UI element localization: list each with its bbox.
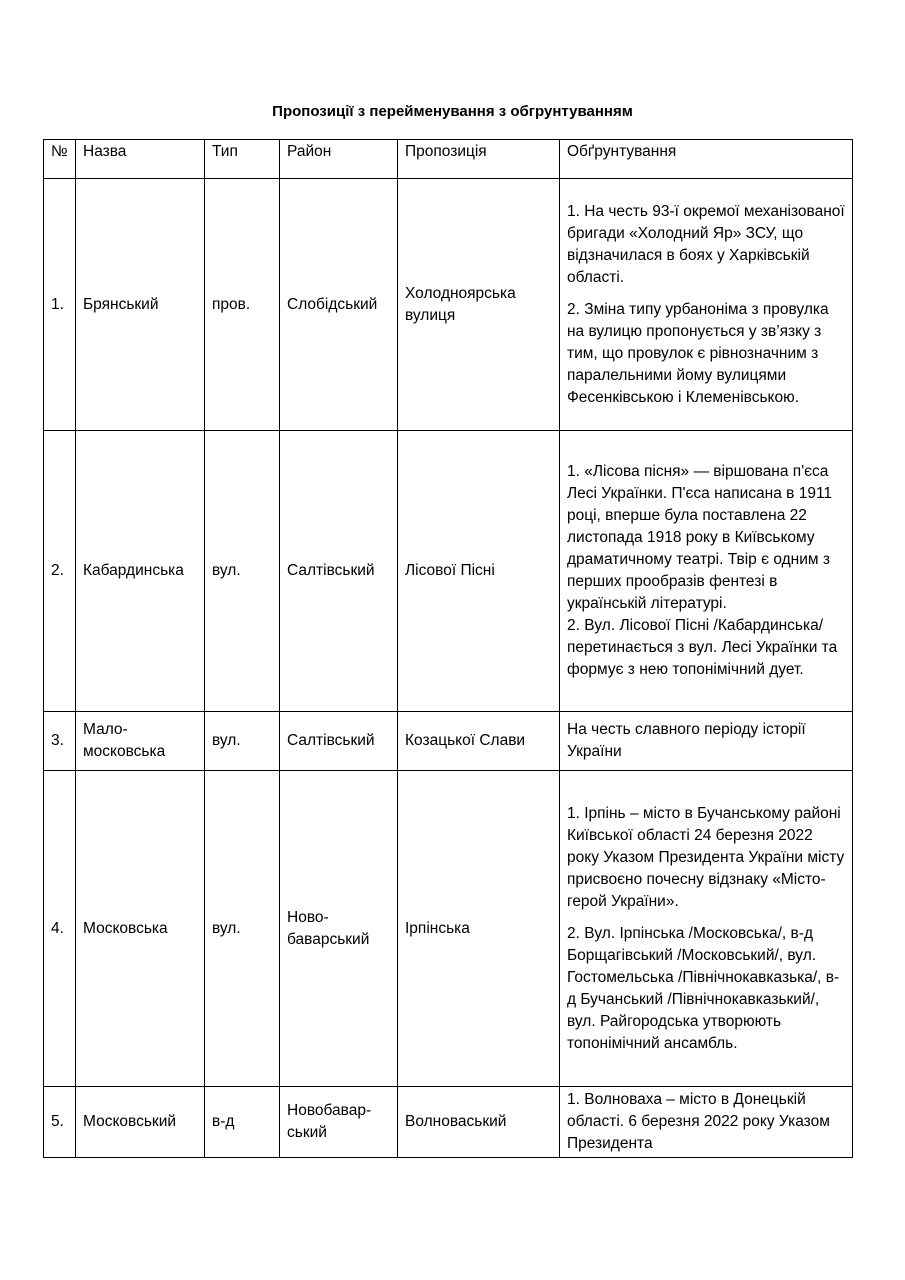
header-num: № — [44, 140, 76, 179]
justification-paragraph: 2. Вул. Ірпінська /Московська/, в-д Борщагівський /Московський/, вул. Гостомельська /Північнокавказька/, в-д Бучанський /Північнокавказький/, вул. Райгородська утворюють топонімічний ансамбль. — [567, 924, 840, 1052]
cell-name: Мало-московська — [76, 712, 205, 771]
cell-name: Московська — [76, 771, 205, 1087]
header-district: Район — [280, 140, 398, 179]
justification-paragraph: 1. «Лісова пісня» — віршована п'єса Лесі Українки. П'єса написана в 1911 році, вперше була поставлена 22 листопада 1918 року в Київському драматичному театрі. Твір є одним з перших прообразів фентезі в українській літературі. — [567, 463, 833, 612]
header-proposal: Пропозиція — [398, 140, 560, 179]
table-row — [44, 431, 853, 712]
cell-type: вул. — [205, 431, 280, 712]
cell-justification — [560, 179, 853, 431]
cell-justification — [560, 431, 853, 712]
justification-paragraph: 2. Вул. Лісової Пісні /Кабардинська/ перетинається з вул. Лесі Українки та формує з нею топонімічний дует. — [567, 617, 838, 678]
cell-type: вул. — [205, 771, 280, 1087]
cell-district: Салтівський — [280, 431, 398, 712]
cell-proposal: Волноваський — [398, 1087, 560, 1158]
cell-name: Московський — [76, 1087, 205, 1158]
cell-district: Новобавар-ський — [280, 1087, 398, 1158]
header-name: Назва — [76, 140, 205, 179]
cell-district: Салтівський — [280, 712, 398, 771]
header-type: Тип — [205, 140, 280, 179]
document-title: Пропозиції з перейменування з обгрунтуванням — [272, 103, 633, 120]
cell-district: Слобідський — [280, 179, 398, 431]
cell-type: в-д — [205, 1087, 280, 1158]
cell-justification — [560, 771, 853, 1087]
cell-num: 5. — [44, 1087, 76, 1158]
justification-paragraph: На честь славного періоду історії України — [567, 721, 806, 760]
table-row — [44, 1087, 853, 1158]
cell-proposal: Холодноярська вулиця — [398, 179, 560, 431]
table-row — [44, 771, 853, 1087]
cell-num: 2. — [44, 431, 76, 712]
header-justification: Обґрунтування — [560, 140, 853, 179]
justification-paragraph: 1. Ірпінь – місто в Бучанському районі Київської області 24 березня 2022 року Указом Президента України місту присвоєно почесну відзнаку «Місто-герой України». — [567, 804, 845, 910]
justification-paragraph: 1. Волноваха – місто в Донецькій області. 6 березня 2022 року Указом Президента — [567, 1091, 830, 1152]
cell-name: Кабардинська — [76, 431, 205, 712]
proposals-table — [43, 139, 853, 1158]
cell-district: Ново-баварський — [280, 771, 398, 1087]
cell-num: 1. — [44, 179, 76, 431]
cell-proposal: Ірпінська — [398, 771, 560, 1087]
cell-num: 4. — [44, 771, 76, 1087]
cell-justification — [560, 712, 853, 771]
cell-type: пров. — [205, 179, 280, 431]
cell-justification — [560, 1087, 853, 1158]
cell-num: 3. — [44, 712, 76, 771]
table-row — [44, 712, 853, 771]
table-row — [44, 179, 853, 431]
cell-type: вул. — [205, 712, 280, 771]
justification-paragraph: 2. Зміна типу урбаноніма з провулка на вулицю пропонується у зв’язку з тим, що провулок є рівнозначним з паралельними йому вулицями Фесенківською і Клеменівською. — [567, 300, 829, 406]
justification-paragraph: 1. На честь 93-ї окремої механізованої бригади «Холодний Яр» ЗСУ, що відзначилася в боях у Харківській області. — [567, 202, 845, 286]
cell-proposal: Козацької Слави — [398, 712, 560, 771]
cell-name: Брянський — [76, 179, 205, 431]
table-header-row — [44, 140, 853, 179]
cell-proposal: Лісової Пісні — [398, 431, 560, 712]
